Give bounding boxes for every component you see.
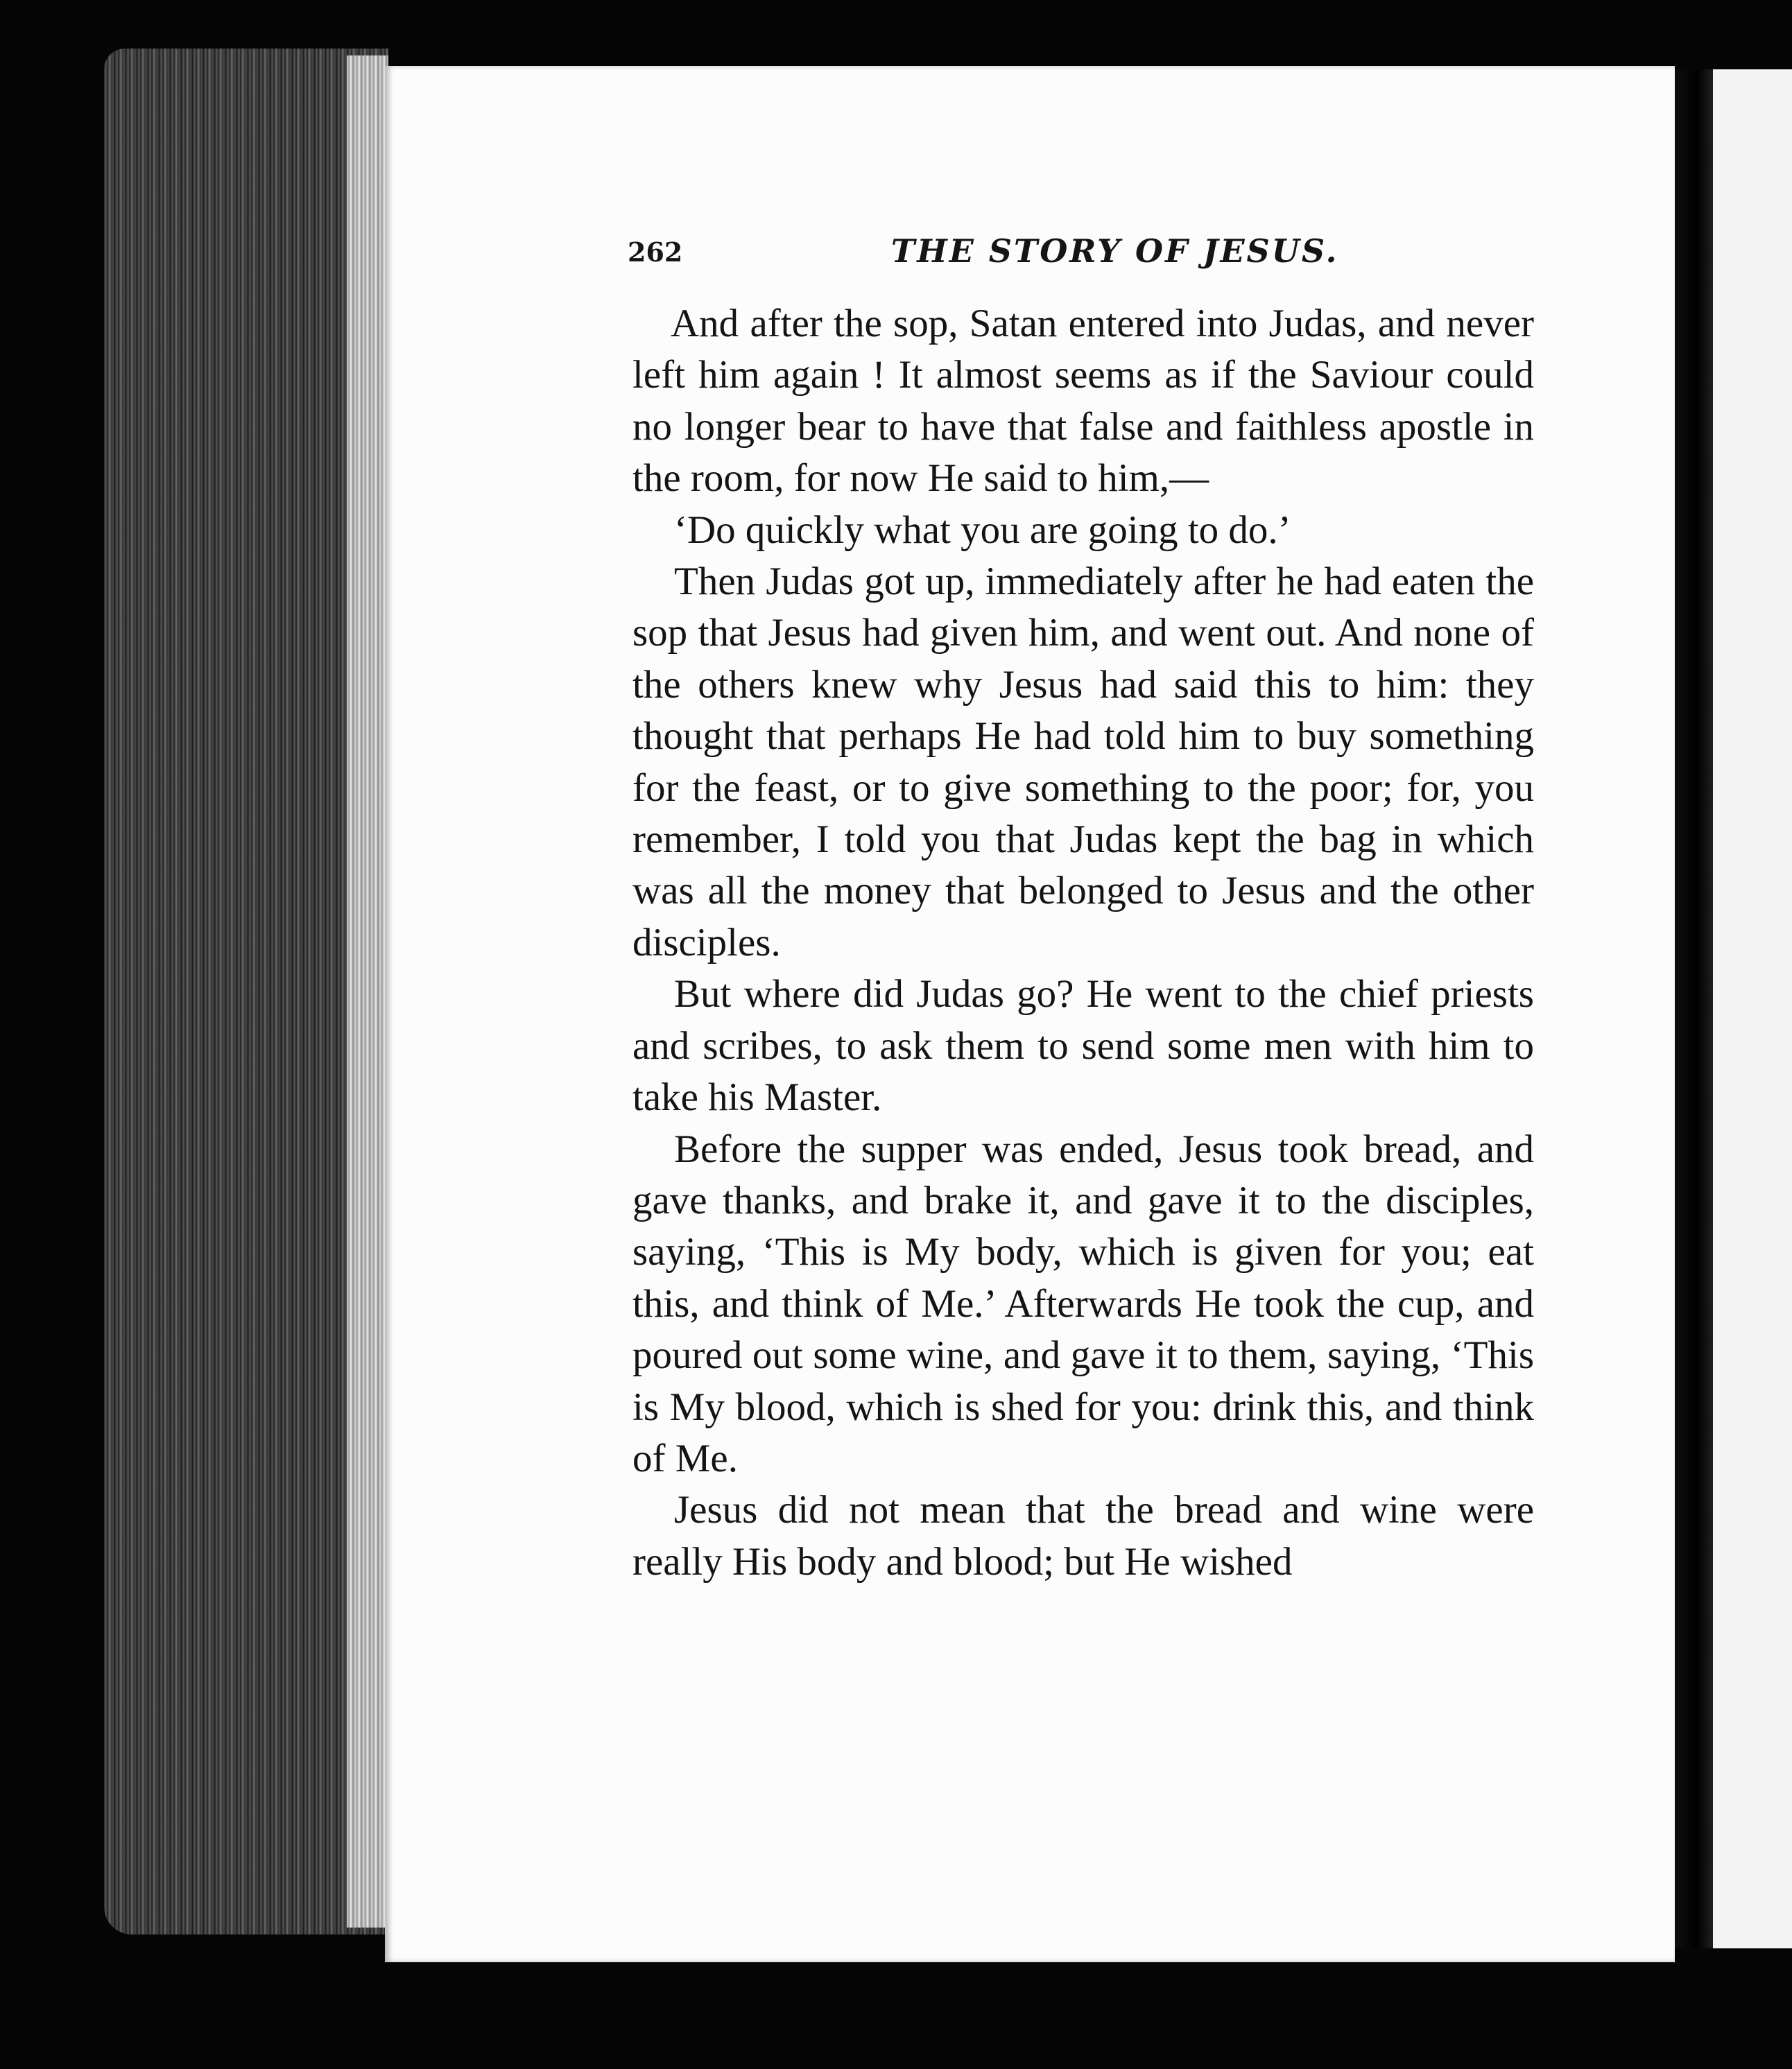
body-text [632, 298, 1534, 1588]
page-edges [347, 55, 388, 1928]
book-gutter [1671, 69, 1714, 1948]
paragraph: Before the supper was ended, Jesus took bread, and gave thanks, and brake it, and gave it to the disciples, saying, ‘This is My body, which is given for you; eat this, and think of Me.’ Afterwards He took the cup, and poured out some wine, and gave it to them, saying, ‘This is My blood, which is shed for you: drink this, and think of Me. [632, 1127, 1534, 1480]
book-page [385, 66, 1675, 1962]
facing-page-edge [1713, 69, 1792, 1948]
paragraph: ‘Do quickly what you are going to do.’ [674, 508, 1291, 552]
book-fore-edge [104, 49, 388, 1934]
paragraph: And after the sop, Satan entered into Judas, and never left him again ! It almost seems as if the Saviour could no longer bear to have that false and faithless apostle in the room, for now He said to him,— [632, 302, 1534, 501]
running-title: THE STORY OF JESUS. [891, 232, 1339, 270]
page-number: 262 [628, 236, 683, 268]
page-header [628, 232, 1543, 288]
paragraph: But where did Judas go? He went to the chief priests and scribes, to ask them to send some men with him to take his Master. [632, 972, 1534, 1120]
paragraph: Then Judas got up, immediately after he had eaten the sop that Jesus had given him, and went out. And none of the others knew why Jesus had said this to him: they thought that perhaps He had told him to buy something for the feast, or to give something to the poor; for, you remember, I told you that Judas kept the bag in which was all the money that belonged to Jesus and the other disciples. [632, 560, 1534, 964]
paragraph: Jesus did not mean that the bread and wine were really His body and blood; but He wished [632, 1488, 1534, 1584]
